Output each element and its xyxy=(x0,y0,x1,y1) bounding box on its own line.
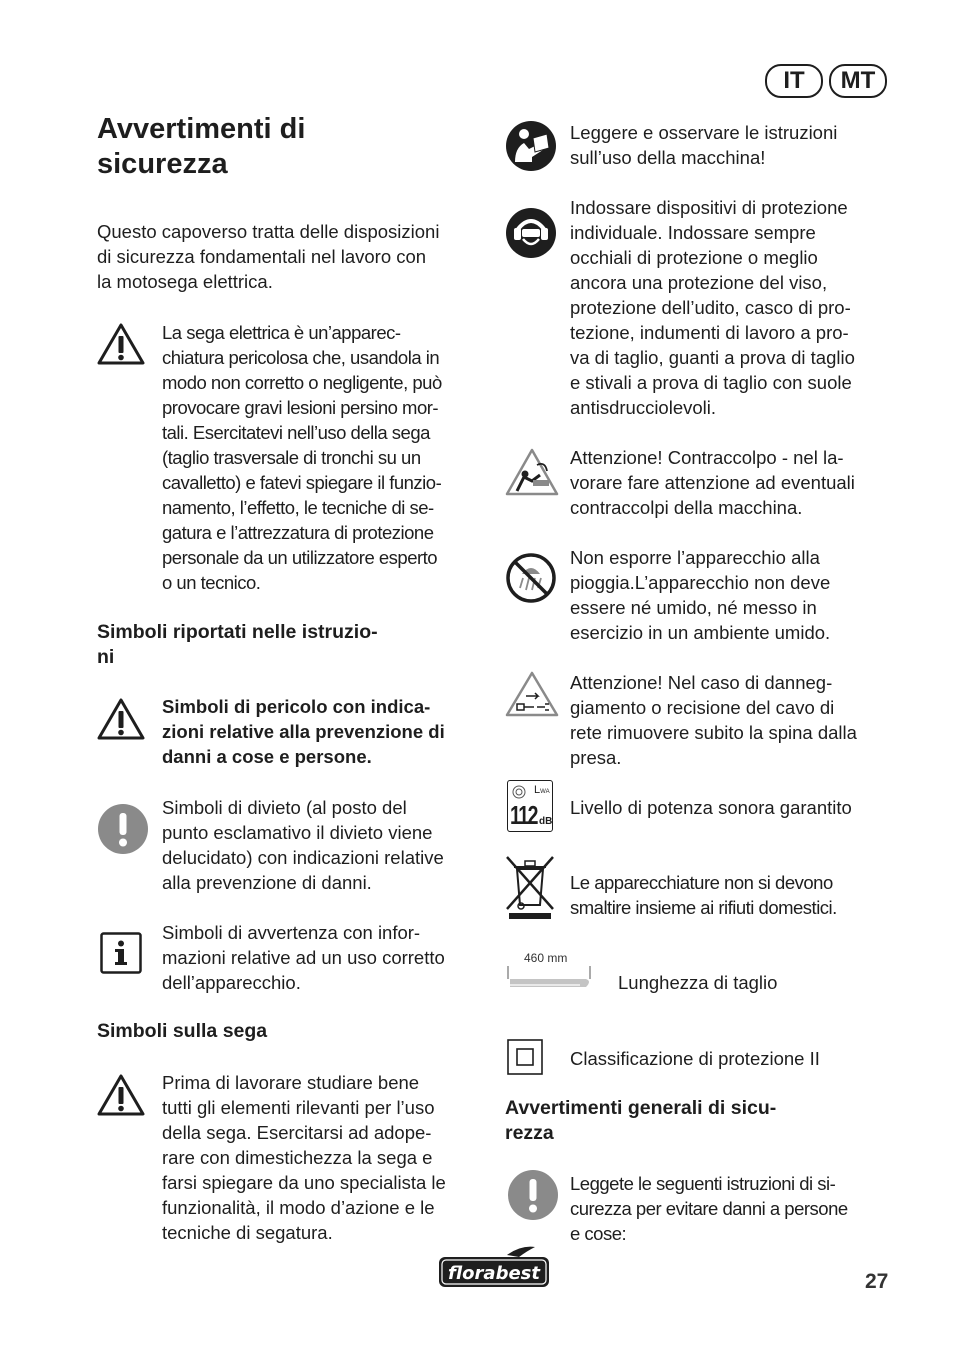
text-line: esercizio in un ambiente umido. xyxy=(570,622,831,643)
text-line: Simboli di pericolo con indica- xyxy=(162,696,431,717)
text-line: La sega elettrica è un’apparec- xyxy=(162,322,401,343)
lang-badge-it: IT xyxy=(765,64,823,98)
sound-power-text: Livello di potenza sonora garantito xyxy=(570,797,852,818)
text-line: Leggete le seguenti istruzioni di si- xyxy=(570,1173,836,1194)
text-line: gatura e l’attrezzatura di protezione xyxy=(162,522,434,543)
page-title xyxy=(97,112,305,182)
sound-wave-icon xyxy=(512,785,526,799)
lwa-sub: WA xyxy=(540,789,550,795)
florabest-logo xyxy=(437,1245,553,1296)
info-symbols-text xyxy=(162,920,492,995)
text-line: danni a cose e persone. xyxy=(162,746,372,767)
text-line: Simboli di avvertenza con infor- xyxy=(162,922,421,943)
text-line: delucidato) con indicazioni relative xyxy=(162,847,444,868)
text-line: Indossare dispositivi di protezione xyxy=(570,197,848,218)
florabest-logo-shape xyxy=(437,1245,553,1291)
protective-equipment-text xyxy=(570,195,900,420)
text-line: rete rimuovere subito la spina dalla xyxy=(570,722,857,743)
intro-line: Questo capoverso tratta delle disposizioni xyxy=(97,221,440,242)
kickback-warning-icon xyxy=(505,447,559,497)
text-line: e stivali a prova di taglio con suole xyxy=(570,372,852,393)
text-line: zioni relative alla prevenzione di xyxy=(162,721,445,742)
guide-bar-icon xyxy=(507,965,593,991)
text-line: (taglio trasversale di tronchi su un xyxy=(162,447,421,468)
read-manual-icon xyxy=(505,120,557,172)
text-line: farsi spiegare da uno specialista le xyxy=(162,1172,446,1193)
text-line: provocare gravi lesioni persino mor- xyxy=(162,397,439,418)
info-square-icon xyxy=(100,932,142,974)
lwa-letter: L xyxy=(534,784,541,796)
cutting-length-icon xyxy=(507,951,593,993)
text-line: antisdrucciolevoli. xyxy=(570,397,717,418)
text-line: occhiali di protezione o meglio xyxy=(570,247,818,268)
text-line: Attenzione! Nel caso di danneg- xyxy=(570,672,833,693)
page-title-line-2: sicurezza xyxy=(97,148,228,180)
lwa-label xyxy=(534,785,550,798)
text-line: tecniche di segatura. xyxy=(162,1222,333,1243)
text-line: va di taglio, guanti a prova di taglio xyxy=(570,347,855,368)
heading-symbols-saw: Simboli sulla sega xyxy=(97,1020,268,1042)
text-line: namento, l’effetto, le tecniche di se- xyxy=(162,497,434,518)
prohibition-symbols-text xyxy=(162,795,492,895)
sound-level-unit: dB xyxy=(539,816,553,827)
weee-crossed-bin-icon xyxy=(505,855,555,921)
heading-symbols-instructions xyxy=(97,620,378,670)
text-line: pioggia.L’apparecchio non deve xyxy=(570,572,831,593)
intro-line: di sicurezza fondamentali nel lavoro con xyxy=(97,246,427,267)
general-warnings-text xyxy=(570,1171,900,1246)
weee-text xyxy=(570,870,900,920)
text-line: cavalletto) e fatevi spiegare il funzio- xyxy=(162,472,442,493)
text-line: tezione, indumenti di lavoro a pro- xyxy=(570,322,849,343)
text-line: curezza per evitare danni a persone xyxy=(570,1198,848,1219)
text-line: Simboli di divieto (al posto del xyxy=(162,797,407,818)
text-line: Non esporre l’apparecchio alla xyxy=(570,547,820,568)
text-line: tali. Esercitatevi nell’uso della sega xyxy=(162,422,430,443)
kickback-text xyxy=(570,445,900,520)
chainsaw-warning-text xyxy=(162,320,492,595)
sound-power-level-icon xyxy=(507,780,553,832)
text-line: o un tecnico. xyxy=(162,572,261,593)
text-line: e cose: xyxy=(570,1223,627,1244)
text-line: della sega. Esercitarsi ad adope- xyxy=(162,1122,432,1143)
text-line: presa. xyxy=(570,747,622,768)
text-line: smaltire insieme ai rifiuti domestici. xyxy=(570,897,837,918)
text-line: funzionalità, il modo d’azione e le xyxy=(162,1197,435,1218)
protection-class-text: Classificazione di protezione II xyxy=(570,1048,820,1069)
text-line: vorare fare attenzione ad eventuali xyxy=(570,472,855,493)
protection-class-ii-icon xyxy=(507,1039,543,1075)
text-line: punto esclamativo il divieto viene xyxy=(162,822,433,843)
unplug-cable-text xyxy=(570,670,900,770)
text-line: modo non corretto o negligente, può xyxy=(162,372,442,393)
intro-line: la motosega elettrica. xyxy=(97,271,273,292)
lang-badge-mt: MT xyxy=(829,64,887,98)
text-line: ancora una protezione del viso, xyxy=(570,272,828,293)
text-line: protezione dell’udito, casco di pro- xyxy=(570,297,851,318)
heading-general-warnings xyxy=(505,1096,776,1146)
text-line: contraccolpi della macchina. xyxy=(570,497,803,518)
text-line: Attenzione! Contraccolpo - nel la- xyxy=(570,447,844,468)
text-line: giamento o recisione del cavo di xyxy=(570,697,835,718)
page-number: 27 xyxy=(865,1270,889,1293)
text-line: Leggere e osservare le istruzioni xyxy=(570,122,838,143)
heading-line: Simboli riportati nelle istruzio- xyxy=(97,621,378,643)
warning-triangle-icon xyxy=(97,1073,145,1117)
warning-triangle-icon xyxy=(97,697,145,741)
warning-triangle-icon xyxy=(97,322,145,366)
no-rain-text xyxy=(570,545,900,645)
heading-line: rezza xyxy=(505,1122,554,1144)
grey-exclamation-circle-icon xyxy=(97,803,149,855)
intro-paragraph xyxy=(97,219,439,294)
sound-level-value: 112 xyxy=(510,800,537,830)
text-line: tutti gli elementi rilevanti per l’uso xyxy=(162,1097,435,1118)
page-title-line-1: Avvertimenti di xyxy=(97,113,306,145)
text-line: Prima di lavorare studiare bene xyxy=(162,1072,420,1093)
bar-length-label: 460 mm xyxy=(524,951,568,965)
text-line: essere né umido, né messo in xyxy=(570,597,817,618)
text-line: individuale. Indossare sempre xyxy=(570,222,816,243)
text-line: chiatura pericolosa che, usandola in xyxy=(162,347,440,368)
language-badges xyxy=(765,64,887,98)
text-line: Le apparecchiature non si devono xyxy=(570,872,833,893)
read-manual-text xyxy=(570,120,900,170)
text-line: rare con dimestichezza la sega e xyxy=(162,1147,433,1168)
text-line: alla prevenzione di danni. xyxy=(162,872,372,893)
unplug-cable-warning-icon xyxy=(505,670,559,718)
text-line: mazioni relative ad un uso corretto xyxy=(162,947,445,968)
heading-line: Avvertimenti generali di sicu- xyxy=(505,1097,777,1119)
logo-text: florabest xyxy=(448,1263,540,1284)
saw-study-text xyxy=(162,1070,492,1245)
protective-equipment-icon xyxy=(505,207,557,259)
text-line: personale da un utilizzatore esperto xyxy=(162,547,438,568)
danger-symbols-text xyxy=(162,694,492,769)
heading-line: ni xyxy=(97,646,115,668)
no-rain-icon xyxy=(505,552,557,604)
text-line: dell’apparecchio. xyxy=(162,972,301,993)
text-line: sull’uso della macchina! xyxy=(570,147,766,168)
cutting-length-text: Lunghezza di taglio xyxy=(618,972,778,993)
grey-exclamation-circle-icon xyxy=(507,1169,559,1221)
